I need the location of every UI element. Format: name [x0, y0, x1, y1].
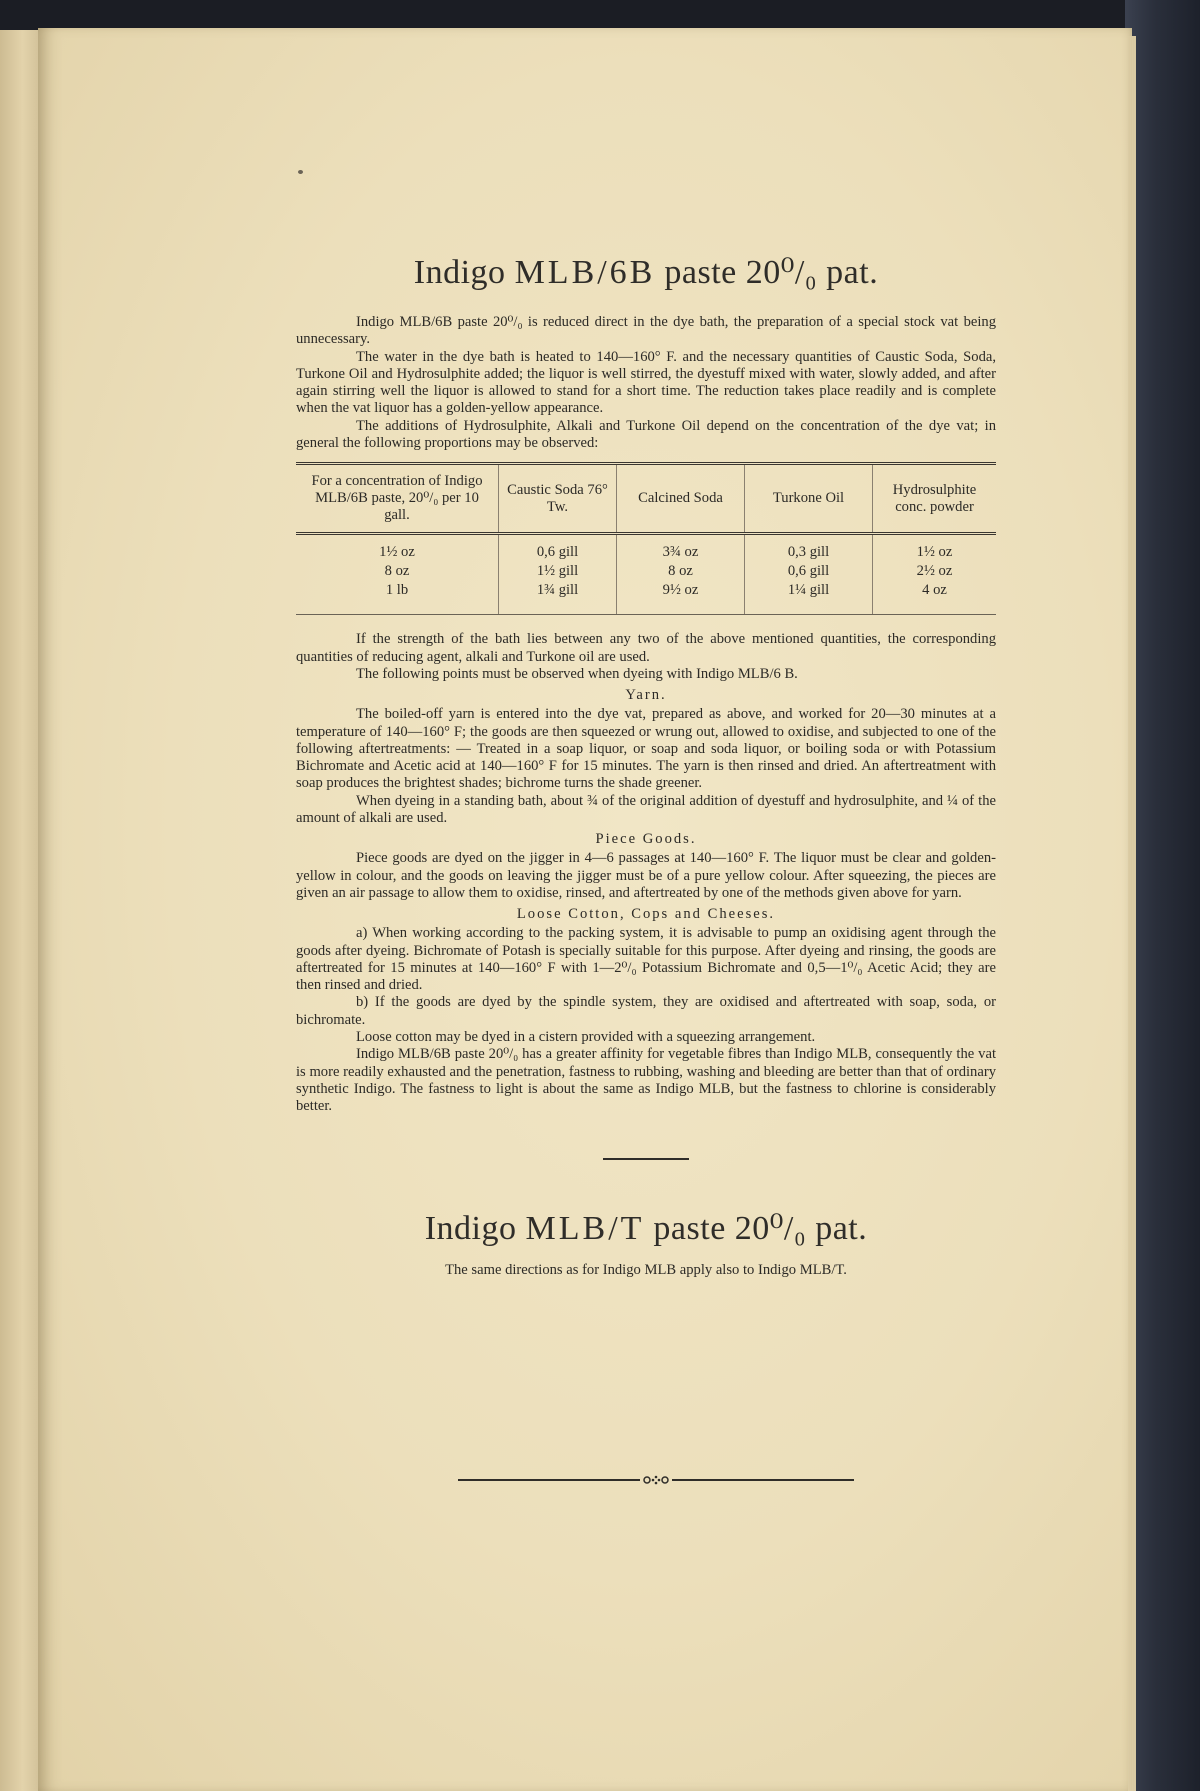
title-suffix: paste 20⁰/₀ pat. [655, 254, 879, 291]
table-cell: 0,3 gill [745, 534, 873, 563]
section-heading-loose-cotton: Loose Cotton, Cops and Cheeses. [516, 906, 776, 923]
table-cell: 9½ oz [617, 581, 745, 615]
points-paragraph: The following points must be observed when dyeing with Indigo MLB/6 B. [356, 665, 798, 682]
cistern-paragraph: Loose cotton may be dyed in a cistern provided with a squeezing arrangement. [356, 1029, 816, 1046]
title2-product-code: MLB/T [525, 1209, 645, 1247]
second-title [296, 1208, 996, 1248]
heating-paragraph: The water in the dye bath is heated to 140—160° F. and the necessary quantities of Caustic Soda, Soda, Turkone Oil and Hydrosulphite added; the liquor is well stirred, the dyestuff mixed with water, slowly added, and after again stirring well the liquor is allowed to stand for a short time. The reduction takes place readily and is complete when the vat liquor has a golden-yellow appearance. [296, 348, 996, 417]
table-cell: 8 oz [384, 563, 410, 580]
title2-suffix: paste 20⁰/₀ pat. [644, 1209, 868, 1247]
title-prefix: Indigo [413, 254, 515, 291]
title2-prefix: Indigo [424, 1209, 526, 1247]
table-cell: 2½ oz [873, 562, 997, 581]
book-cover-right [1125, 0, 1200, 1791]
table-row [296, 562, 996, 581]
table-cell: 0,6 gill [745, 562, 873, 581]
table-cell: 1 lb [296, 581, 499, 615]
left-page-edge [0, 30, 38, 1791]
table-header-row [296, 464, 996, 534]
title-product-code: MLB/6B [514, 254, 656, 291]
affinity-paragraph: Indigo MLB/6B paste 20⁰/₀ has a greater affinity for vegetable fibres than Indigo MLB, consequently the vat is more readily exhausted and the penetration, fastness to rubbing, washing and bleeding are better than that of ordinary synthetic Indigo. The fastness to light is about the same as Indigo MLB, but the fastness to chlorine is considerably better. [296, 1046, 996, 1115]
header-hydrosulphite: Hydrosulphite conc. powder [873, 464, 997, 534]
page-title [296, 252, 996, 292]
table-cell: 8 oz [617, 562, 745, 581]
table-cell: 1¼ gill [745, 581, 873, 615]
table-cell: 1½ oz [873, 534, 997, 563]
section-heading-piece-goods: Piece Goods. [595, 831, 697, 848]
second-title-note: The same directions as for Indigo MLB apply also to Indigo MLB/T. [445, 1261, 847, 1278]
header-caustic-soda: Caustic Soda 76° Tw. [499, 464, 617, 534]
spindle-system-paragraph: b) If the goods are dyed by the spindle system, they are oxidised and aftertreated with soap, soda, or bichromate. [296, 994, 996, 1028]
strength-paragraph: If the strength of the bath lies between any two of the above mentioned quantities, the corresponding quantities of reducing agent, alkali and Turkone oil are used. [296, 631, 996, 665]
table-cell: 4 oz [873, 581, 997, 615]
table-cell: 1½ oz [379, 544, 415, 561]
intro-paragraph: Indigo MLB/6B paste 20⁰/₀ is reduced direct in the dye bath, the preparation of a special stock vat being unnecessary. [296, 314, 996, 348]
yarn-paragraph: The boiled-off yarn is entered into the dye vat, prepared as above, and worked for 20—30 minutes at a temperature of 140—160° F; the goods are then squeezed or wrung out, allowed to oxidise, and subjected to one of the following aftertreatments: — Treated in a soap liquor, or soap and soda liquor, or boiling soda or with Potassium Bichromate and Acetic acid at 140—160° F for 15 minutes. The yarn is then rinsed and dried. An aftertreatment with soap produces the brightest shades; bichrome turns the shade greener. [296, 706, 996, 792]
table-row [296, 581, 996, 615]
additions-paragraph: The additions of Hydrosulphite, Alkali and Turkone Oil depend on the concentration of the dye vat; in general the following proportions may be observed: [296, 417, 996, 452]
table-cell: 1½ gill [499, 562, 617, 581]
packing-system-paragraph: a) When working according to the packing system, it is advisable to pump an oxidising agent through the goods after dyeing. Bichromate of Potash is specially suitable for this purpose. After dyeing and rinsing, the goods are aftertreated for 15 minutes at 140—160° F with 1—2⁰/₀ Potassium Bichromate and 0,5—1⁰/₀ Acetic Acid; they are then rinsed and dried. [296, 925, 996, 994]
page-stack-edge [1128, 36, 1136, 1791]
standing-bath-paragraph: When dyeing in a standing bath, about ¾ of the original addition of dyestuff and hydrosulphite, and ¼ of the amount of alkali are used. [296, 792, 996, 827]
header-turkone-oil: Turkone Oil [745, 464, 873, 534]
proportions-table [296, 462, 996, 615]
table-row [296, 534, 996, 563]
table-cell: 3¾ oz [617, 534, 745, 563]
piece-goods-paragraph: Piece goods are dyed on the jigger in 4—6 passages at 140—160° F. The liquor must be clear and golden-yellow in colour, and the goods on leaving the jigger must be of a pure yellow colour. After squeezing, the pieces are given an air passage to allow them to oxidise, rinsed, and aftertreated by one of the methods given above for yarn. [296, 850, 996, 901]
header-calcined-soda: Calcined Soda [617, 464, 745, 534]
ornamental-rule [458, 1473, 854, 1487]
table-cell: 1¾ gill [499, 581, 617, 615]
page-content [296, 252, 996, 1279]
ink-speck [298, 170, 303, 174]
table-cell: 0,6 gill [499, 534, 617, 563]
header-concentration: For a concentration of Indigo MLB/6B paste, 20⁰/₀ per 10 gall. [296, 464, 499, 534]
section-heading-yarn: Yarn. [625, 687, 667, 704]
